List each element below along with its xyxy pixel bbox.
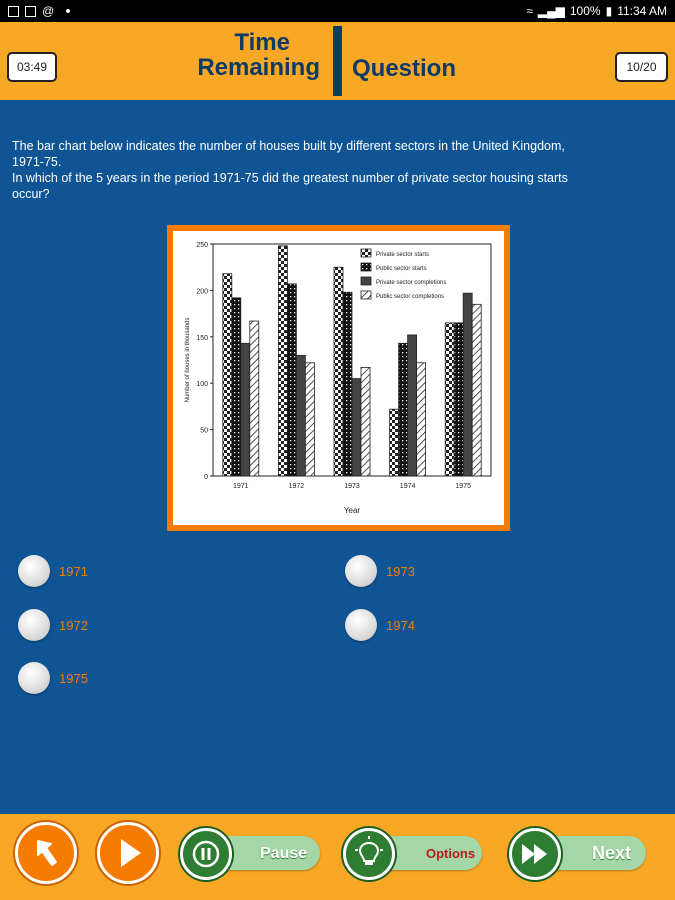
bar-1975-3 bbox=[463, 293, 472, 476]
bar-1974-4 bbox=[417, 363, 426, 476]
chart-frame bbox=[167, 225, 510, 531]
footer-toolbar bbox=[0, 814, 675, 900]
bar-1971-4 bbox=[250, 321, 259, 476]
header-divider bbox=[333, 26, 342, 96]
fast-forward-icon bbox=[512, 831, 558, 877]
y-tick-label: 250 bbox=[196, 242, 208, 249]
battery-icon: ▮ bbox=[605, 4, 613, 18]
y-tick-label: 100 bbox=[196, 381, 208, 389]
x-tick-label: 1974 bbox=[399, 483, 416, 490]
bar-1973-1 bbox=[334, 267, 343, 476]
y-axis-label: Number of houses in thousands bbox=[185, 317, 191, 403]
option-1971-label: 1971 bbox=[59, 563, 88, 579]
back-arrow-icon bbox=[18, 825, 74, 881]
x-axis-label: Year bbox=[343, 506, 361, 515]
time-label-line2: Remaining bbox=[197, 54, 320, 81]
legend-swatch bbox=[361, 263, 371, 271]
legend-label: Public sector completions bbox=[376, 294, 445, 300]
question-line-1: The bar chart below indicates the number of houses built by different sectors in the United Kingdom, bbox=[12, 139, 565, 153]
play-icon bbox=[100, 825, 156, 881]
option-1974[interactable] bbox=[345, 609, 415, 641]
notification-dot-icon bbox=[66, 9, 70, 13]
option-1971[interactable] bbox=[18, 555, 88, 587]
x-tick-label: 1975 bbox=[455, 483, 471, 490]
pause-icon bbox=[183, 831, 229, 877]
status-bar bbox=[0, 0, 675, 22]
image-icon bbox=[8, 6, 19, 17]
option-1973-label: 1973 bbox=[386, 563, 415, 579]
bar-1973-3 bbox=[352, 379, 361, 476]
option-1975-radio[interactable] bbox=[18, 662, 50, 694]
pause-label: Pause bbox=[260, 845, 308, 862]
bar-1975-2 bbox=[454, 323, 463, 476]
bar-1974-3 bbox=[408, 335, 417, 476]
question-line-2: 1971-75. bbox=[12, 155, 62, 169]
play-button[interactable] bbox=[97, 822, 159, 884]
bar-1972-1 bbox=[278, 246, 287, 476]
bar-1972-4 bbox=[305, 363, 314, 476]
timer: 03:49 bbox=[7, 52, 57, 82]
bar-1972-3 bbox=[296, 355, 305, 476]
time-remaining-label bbox=[150, 30, 320, 80]
legend-swatch bbox=[361, 291, 371, 299]
signal-icon: ▂▄▆ bbox=[537, 4, 565, 18]
option-1973[interactable] bbox=[345, 555, 415, 587]
option-1974-radio[interactable] bbox=[345, 609, 377, 641]
option-1975[interactable] bbox=[18, 662, 88, 694]
next-label: Next bbox=[592, 843, 632, 863]
x-tick-label: 1971 bbox=[233, 483, 249, 490]
question-line-4: occur? bbox=[12, 187, 50, 201]
x-tick-label: 1973 bbox=[344, 483, 360, 490]
bar-1974-1 bbox=[390, 409, 399, 476]
options-icon-button[interactable] bbox=[343, 828, 395, 880]
options-label: Options bbox=[426, 846, 476, 861]
legend-swatch bbox=[361, 277, 371, 285]
flipboard-icon bbox=[25, 6, 36, 17]
back-button[interactable] bbox=[15, 822, 77, 884]
option-1972[interactable] bbox=[18, 609, 88, 641]
bar-1971-3 bbox=[241, 343, 250, 476]
legend-label: Private sector starts bbox=[376, 252, 430, 258]
battery-level: 100% bbox=[569, 4, 601, 18]
option-1972-label: 1972 bbox=[59, 617, 88, 633]
at-icon: @ bbox=[42, 4, 55, 18]
bar-1973-2 bbox=[343, 292, 352, 476]
question-progress: 10/20 bbox=[615, 52, 668, 82]
bar-1971-2 bbox=[232, 298, 241, 476]
clock: 11:34 AM bbox=[617, 4, 667, 18]
chart-image bbox=[173, 231, 504, 525]
quiz-header bbox=[0, 22, 675, 101]
time-label-line1: Time bbox=[234, 29, 290, 56]
question-text bbox=[12, 138, 662, 202]
legend-label: Public sector starts bbox=[376, 266, 427, 272]
y-tick-label: 200 bbox=[196, 288, 208, 296]
bar-1973-4 bbox=[361, 367, 370, 476]
y-tick-label: 50 bbox=[200, 427, 208, 435]
next-icon-button[interactable] bbox=[509, 828, 561, 880]
bar-1971-1 bbox=[223, 274, 232, 476]
question-panel bbox=[0, 100, 675, 814]
y-tick-label: 0 bbox=[204, 474, 208, 481]
option-1975-label: 1975 bbox=[59, 670, 88, 686]
y-tick-label: 150 bbox=[196, 334, 208, 342]
pause-icon-button[interactable] bbox=[180, 828, 232, 880]
bar-1975-1 bbox=[445, 323, 454, 476]
bar-1972-2 bbox=[287, 284, 296, 476]
bar-1975-4 bbox=[472, 304, 481, 476]
bar-chart bbox=[173, 231, 504, 525]
lightbulb-icon bbox=[346, 831, 392, 877]
legend-swatch bbox=[361, 249, 371, 257]
legend-label: Private sector completions bbox=[376, 280, 447, 286]
option-1974-label: 1974 bbox=[386, 617, 415, 633]
question-label: Question bbox=[352, 55, 457, 82]
bar-1974-2 bbox=[399, 343, 408, 476]
question-line-3: In which of the 5 years in the period 1971-75 did the greatest number of private sector housing starts bbox=[12, 171, 568, 185]
option-1973-radio[interactable] bbox=[345, 555, 377, 587]
x-tick-label: 1972 bbox=[288, 483, 305, 490]
option-1972-radio[interactable] bbox=[18, 609, 50, 641]
wifi-icon: ≈ bbox=[526, 4, 533, 18]
option-1971-radio[interactable] bbox=[18, 555, 50, 587]
